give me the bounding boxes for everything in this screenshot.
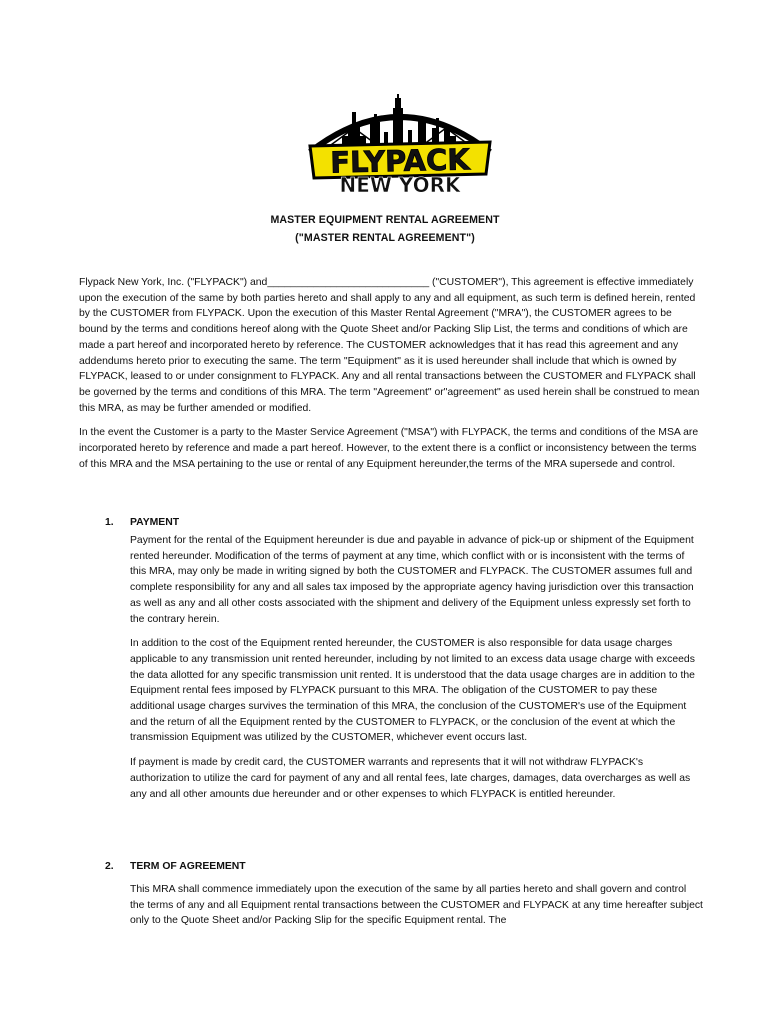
title-line-1: MASTER EQUIPMENT RENTAL AGREEMENT bbox=[270, 214, 500, 226]
section-paragraph: In addition to the cost of the Equipment rented hereunder, the CUSTOMER is also responsible for data usage charges applicable to any transmission unit rented hereunder, including by not limited to an excess data usage charge with exceeds the data allotted for any specific transmission unit rented. It is understood that the data usage charges are in addition to the Equipment rental fees imposed by FLYPACK pursuant to this MRA. The obligation of the CUSTOMER to pay these additional usage charges survives the termination of this MRA, the conclusion of the CUSTOMER's use of the Equipment and the return of all the Equipment rented by the CUSTOMER to FLYPACK, or the conclusion of the event at which the transmission Equipment was utilized by the CUSTOMER, whichever event occurs last. bbox=[130, 638, 695, 744]
intro-section bbox=[79, 275, 703, 481]
section-number: 2. bbox=[105, 861, 114, 872]
nyc-skyline-icon bbox=[300, 92, 500, 194]
section-term-of-agreement bbox=[79, 859, 703, 938]
intro-paragraph-1: Flypack New York, Inc. ("FLYPACK") and____________________________ ("CUSTOMER"), This agreement is effective immediately upon the execution of the same by both parties hereto and shall apply to any and all equipment, as such term is defined herein, rented by the CUSTOMER from FLYPACK. Upon the execution of this Master Rental Agreement ("MRA"), the CUSTOMER agrees to be bound by the terms and conditions hereof along with the Quote Sheet and/or Packing Slip List, the terms and conditions of which are made a part hereof and incorporated hereto by reference. The CUSTOMER acknowledges that it has read this agreement and any addendums hereto prior to executing the same. The term "Equipment" as it is used hereunder shall include that which is owned by FLYPACK, leased to or under consignment to FLYPACK. Any and all rental transactions between the CUSTOMER and FLYPACK shall be governed by the terms and conditions of this MRA. The term "Agreement" or"agreement" as used herein shall be construed to mean this MRA, as may be further amended or modified. bbox=[79, 277, 700, 414]
section-paragraph: If payment is made by credit card, the CUSTOMER warrants and represents that it will not withdraw FLYPACK's authorization to utilize the card for payment of any and all rental fees, late charges, damages, data overcharges as well as any and all other amounts due hereunder and or other expenses to which FLYPACK is entitled hereunder. bbox=[130, 757, 691, 800]
logo-newyork-text: NEW YORK bbox=[339, 173, 461, 194]
flypack-logo bbox=[300, 92, 500, 194]
section-paragraph: Payment for the rental of the Equipment hereunder is due and payable in advance of pick-up or shipment of the Equipment rented hereunder. Modification of the terms of payment at any time, which conflict with or is inconsistent with the terms of this MRA, may only be made in writing signed by both the CUSTOMER and FLYPACK. The CUSTOMER assumes full and complete responsibility for any and all sales tax imposed by the appropriate agency having jurisdiction over this transaction as well as any and all other costs associated with the shipment and delivery of the Equipment unless expressly set forth to the contrary herein. bbox=[130, 535, 694, 625]
section-heading: TERM OF AGREEMENT bbox=[130, 861, 246, 872]
section-payment bbox=[79, 515, 703, 811]
intro-paragraph-2: In the event the Customer is a party to the Master Service Agreement ("MSA") with FLYPACK, the terms and conditions of the MSA are incorporated hereto by reference and made a part hereof. However, to the extent there is a conflict or inconsistency between the terms of this MRA and the MSA pertaining to the use or rental of any Equipment hereunder,the terms of the MRA supersede and control. bbox=[79, 427, 699, 470]
section-heading: PAYMENT bbox=[130, 517, 180, 528]
section-number: 1. bbox=[105, 517, 114, 528]
logo-flypack-text: FLYPACK bbox=[329, 142, 471, 180]
section-paragraph: This MRA shall commence immediately upon the execution of the same by all parties hereto and shall govern and control the terms of any and all Equipment rental transactions between the CUSTOMER and FLYPACK at any time hereafter subject only to the Quote Sheet and/or Packing Slip for the specific Equipment rental. The bbox=[130, 884, 703, 927]
title-line-2: ("MASTER RENTAL AGREEMENT") bbox=[295, 232, 475, 244]
document-title bbox=[0, 211, 770, 247]
